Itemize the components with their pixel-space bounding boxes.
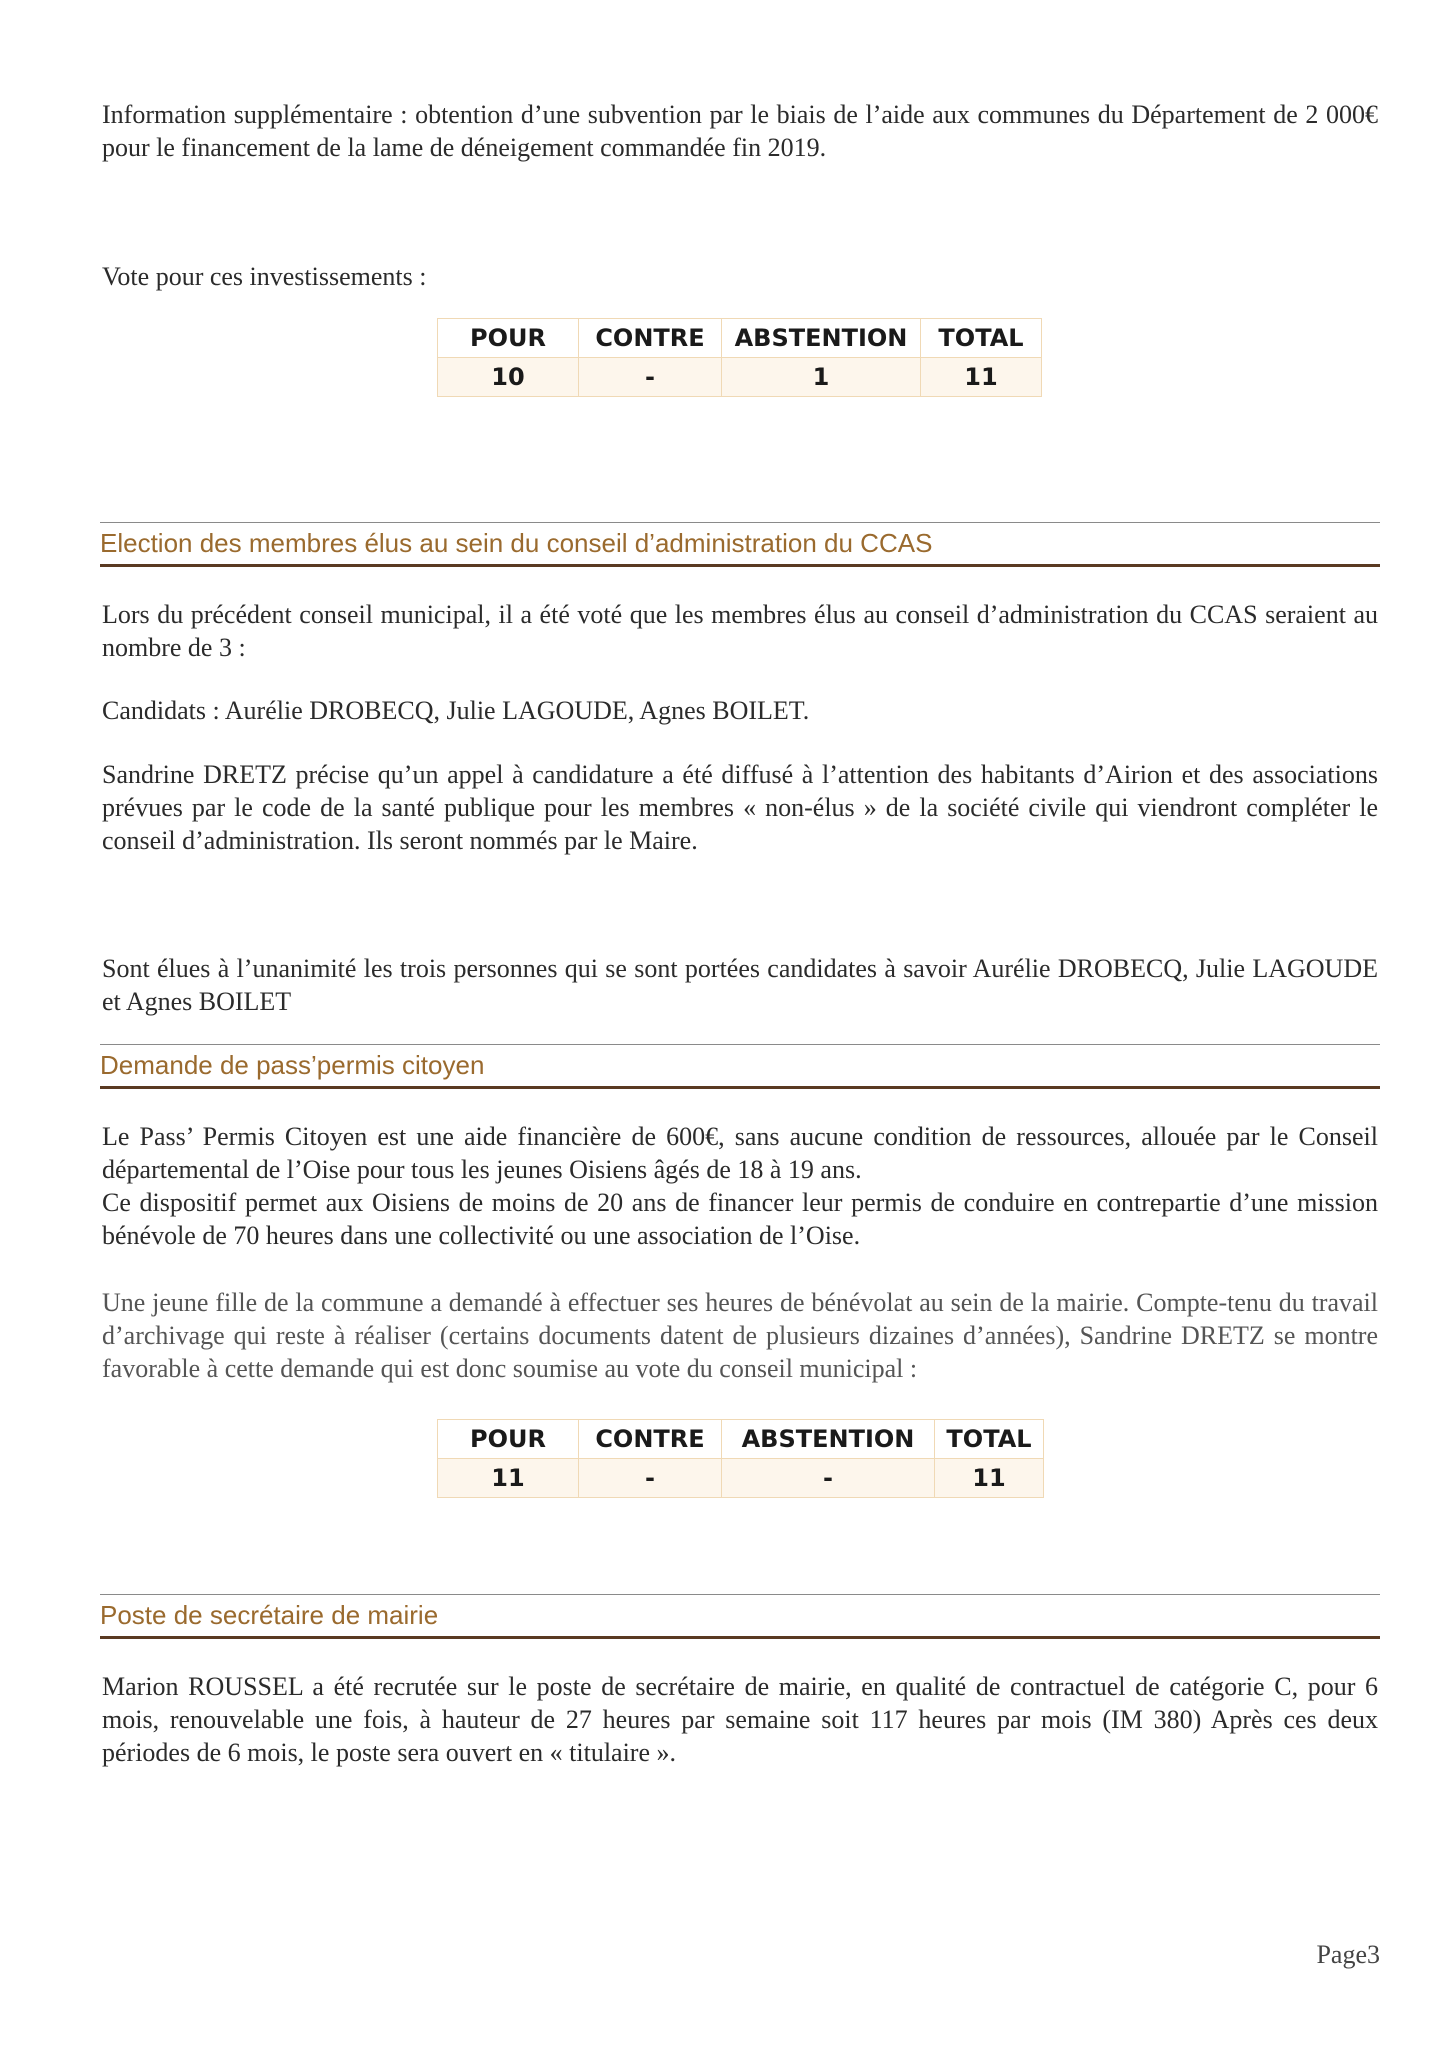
vote-table-value-row (438, 1459, 1044, 1498)
section-heading-pass-permis: Demande de pass’permis citoyen (100, 1050, 485, 1080)
section-rule-bottom (100, 1636, 1380, 1639)
vote-table-header-row (438, 1420, 1044, 1459)
section-rule-top (100, 1044, 1380, 1045)
section-rule-bottom (100, 1086, 1380, 1089)
section-rule-top (100, 522, 1380, 523)
vote-table-pass-permis (437, 1419, 1044, 1498)
header-pour: POUR (438, 319, 579, 358)
value-pour: 11 (438, 1459, 579, 1498)
section-rule-bottom (100, 564, 1380, 567)
value-pour: 10 (438, 358, 579, 397)
section-rule-top (100, 1594, 1380, 1595)
poste-paragraph: Marion ROUSSEL a été recrutée sur le poste de secrétaire de mairie, en qualité de contractuel de catégorie C, pour 6 mois, renouvelable une fois, à hauteur de 27 heures par semaine soit 117 heures par mois (IM 380) Après ces deux périodes de 6 mois, le poste sera ouvert en « titulaire ». (102, 1672, 1378, 1767)
value-total: 11 (935, 1459, 1044, 1498)
header-total: TOTAL (935, 1420, 1044, 1459)
ccas-paragraph-elues: Sont élues à l’unanimité les trois personnes qui se sont portées candidates à savoir Aurélie DROBECQ, Julie LAGOUDE et Agnes BOILET (102, 954, 1378, 1016)
header-abstention: ABSTENTION (722, 1420, 935, 1459)
ccas-paragraph-1: Lors du précédent conseil municipal, il a été voté que les membres élus au conseil d’administration du CCAS seraient au nombre de 3 : (102, 600, 1378, 662)
ccas-paragraph-appel: Sandrine DRETZ précise qu’un appel à candidature a été diffusé à l’attention des habitants d’Airion et des associations prévues par le code de la santé publique pour les membres « non-élus » de la société civile qui viendront compléter le conseil d’administration. Ils seront nommés par le Maire. (102, 760, 1378, 855)
header-contre: CONTRE (579, 1420, 722, 1459)
header-total: TOTAL (921, 319, 1042, 358)
section-heading-ccas: Election des membres élus au sein du conseil d’administration du CCAS (100, 528, 933, 558)
vote-table-investissements (437, 318, 1042, 397)
header-contre: CONTRE (579, 319, 722, 358)
section-heading-poste-secretaire: Poste de secrétaire de mairie (100, 1600, 439, 1630)
pass-paragraph-1: Le Pass’ Permis Citoyen est une aide financière de 600€, sans aucune condition de ressources, allouée par le Conseil départemental de l’Oise pour tous les jeunes Oisiens âgés de 18 à 19 ans. (102, 1122, 1378, 1184)
header-abstention: ABSTENTION (722, 319, 921, 358)
value-contre: - (579, 1459, 722, 1498)
pass-paragraph-3: Une jeune fille de la commune a demandé à effectuer ses heures de bénévolat au sein de la mairie. Compte-tenu du travail d’archivage qui reste à réaliser (certains documents datent de plusieurs dizaines d’années), Sandrine DRETZ se montre favorable à cette demande qui est donc soumise au vote du conseil municipal : (102, 1288, 1378, 1383)
header-pour: POUR (438, 1420, 579, 1459)
page-number: Page3 (1316, 1940, 1380, 1969)
vote-table-header-row (438, 319, 1042, 358)
value-abstention: 1 (722, 358, 921, 397)
vote-intro-text: Vote pour ces investissements : (102, 262, 427, 291)
vote-table-value-row (438, 358, 1042, 397)
value-contre: - (579, 358, 722, 397)
info-supplementaire-paragraph: Information supplémentaire : obtention d’une subvention par le biais de l’aide aux communes du Département de 2 000€ pour le financement de la lame de déneigement commandée fin 2019. (102, 100, 1378, 162)
value-total: 11 (921, 358, 1042, 397)
pass-paragraph-2: Ce dispositif permet aux Oisiens de moins de 20 ans de financer leur permis de conduire en contrepartie d’une mission bénévole de 70 heures dans une collectivité ou une association de l’Oise. (102, 1188, 1378, 1250)
ccas-paragraph-candidats: Candidats : Aurélie DROBECQ, Julie LAGOUDE, Agnes BOILET. (102, 696, 810, 725)
value-abstention: - (722, 1459, 935, 1498)
